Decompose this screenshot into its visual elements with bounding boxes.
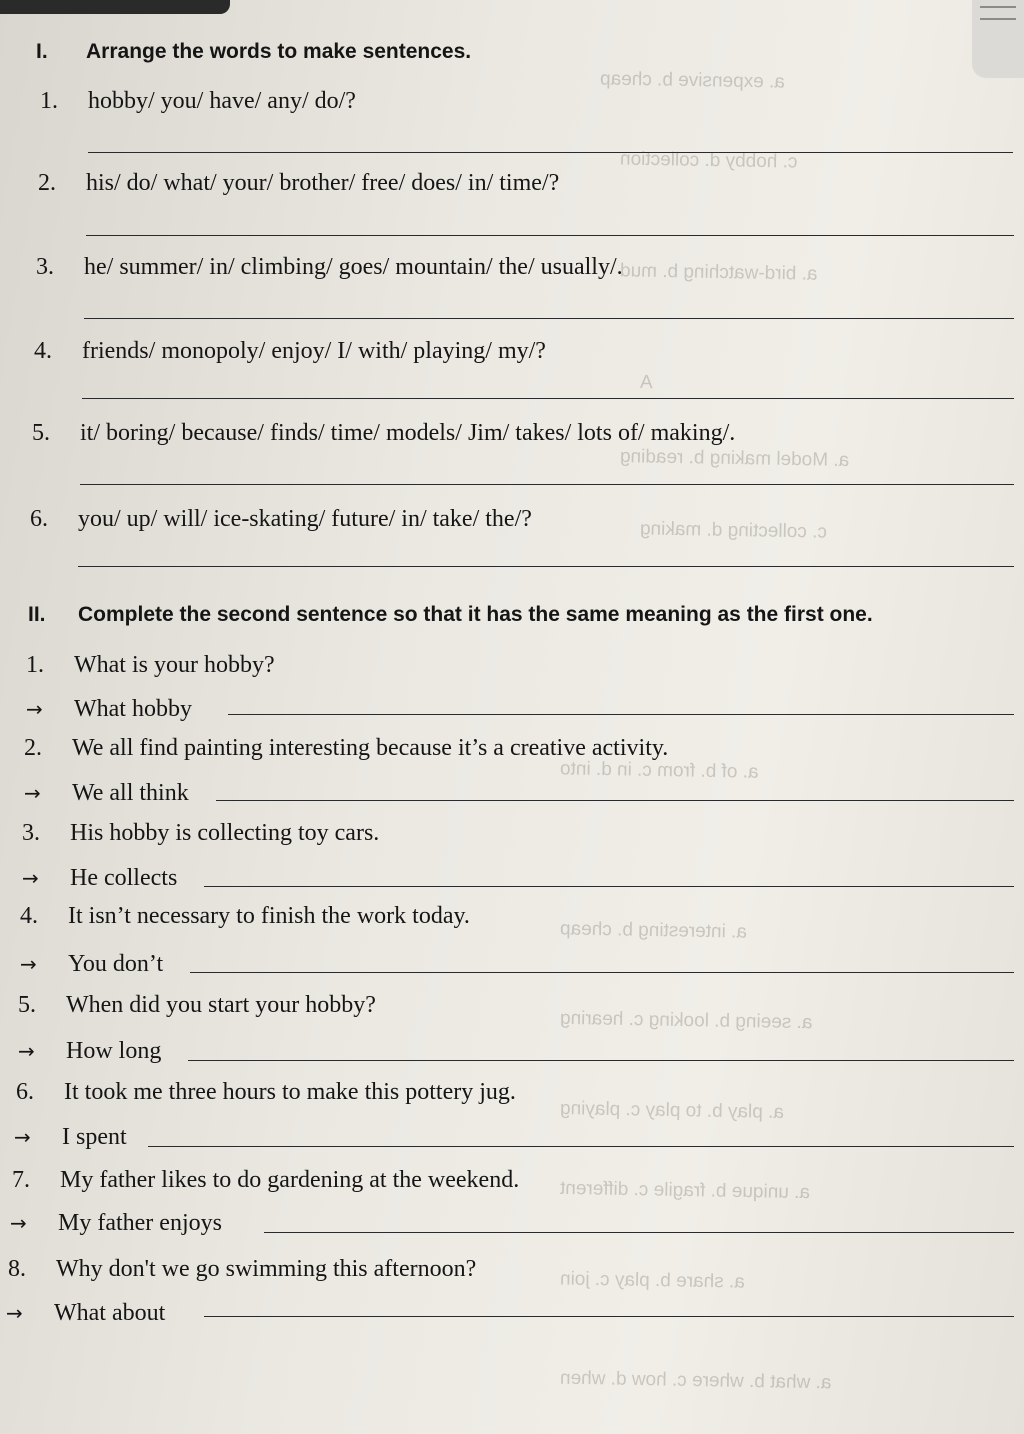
- s2-item-6-sentence: It took me three hours to make this pottery jug.: [64, 1079, 516, 1105]
- s2-prompt-5: [18, 1038, 161, 1065]
- s2-prompt-1-text: What hobby: [74, 696, 192, 722]
- s1-item-4: 4. friends/ monopoly/ enjoy/ I/ with/ playing/ my/?: [34, 338, 546, 364]
- s2-answer-6[interactable]: [148, 1146, 1014, 1147]
- s2-item-5-sentence: When did you start your hobby?: [66, 992, 376, 1018]
- s2-prompt-2: [24, 780, 189, 807]
- s1-item-2: 2. his/ do/ what/ your/ brother/ free/ does/ in/ time/?: [38, 170, 560, 196]
- s2-prompt-4: [20, 951, 163, 978]
- s1-item-3-words: he/ summer/ in/ climbing/ goes/ mountain/ the/ usually/.: [84, 254, 623, 280]
- s1-item-4-words: friends/ monopoly/ enjoy/ I/ with/ playing/ my/?: [82, 338, 546, 364]
- menu-icon[interactable]: [972, 0, 1024, 78]
- s2-prompt-3: [22, 865, 177, 892]
- s2-prompt-6-text: I spent: [62, 1124, 127, 1150]
- s2-item-6: 6. It took me three hours to make this pottery jug.: [16, 1079, 516, 1105]
- s2-item-4-sentence: It isn’t necessary to finish the work today.: [68, 903, 470, 929]
- section-1-number: I.: [36, 40, 48, 63]
- s2-prompt-6: [14, 1124, 127, 1151]
- top-edge-shadow: [0, 0, 230, 14]
- s2-item-7: 7. My father likes to do gardening at the weekend.: [12, 1167, 520, 1193]
- s2-answer-7[interactable]: [264, 1232, 1014, 1233]
- arrow-icon: →: [20, 952, 37, 976]
- s2-item-2: 2. We all find painting interesting because it’s a creative activity.: [24, 735, 669, 761]
- s2-answer-8[interactable]: [204, 1316, 1014, 1317]
- s1-item-6: 6. you/ up/ will/ ice-skating/ future/ in/ take/ the/?: [30, 506, 532, 532]
- s2-item-2-sentence: We all find painting interesting because it’s a creative activity.: [72, 735, 669, 761]
- section-1-heading: [36, 40, 471, 64]
- s2-answer-5[interactable]: [188, 1060, 1014, 1061]
- s2-prompt-4-text: You don’t: [68, 951, 164, 977]
- s1-item-5: 5. it/ boring/ because/ finds/ time/ models/ Jim/ takes/ lots of/ making/.: [32, 420, 736, 446]
- s2-prompt-8: [6, 1300, 165, 1327]
- section-2-heading: [28, 603, 873, 627]
- arrow-icon: →: [26, 697, 43, 721]
- s1-answer-4[interactable]: [82, 398, 1014, 399]
- arrow-icon: →: [6, 1301, 23, 1325]
- s1-answer-6[interactable]: [78, 566, 1014, 567]
- s1-answer-2[interactable]: [86, 235, 1014, 236]
- s1-item-3: 3. he/ summer/ in/ climbing/ goes/ mountain/ the/ usually/.: [36, 254, 623, 280]
- s2-item-3: 3. His hobby is collecting toy cars.: [22, 820, 380, 846]
- section-1-instruction: Arrange the words to make sentences.: [86, 40, 472, 63]
- s2-item-8-sentence: Why don't we go swimming this afternoon?: [56, 1256, 477, 1282]
- s2-answer-3[interactable]: [204, 886, 1014, 887]
- s1-item-1-words: hobby/ you/ have/ any/ do/?: [88, 88, 356, 114]
- s2-item-1: 1. What is your hobby?: [26, 652, 275, 678]
- s1-item-6-words: you/ up/ will/ ice-skating/ future/ in/ take/ the/?: [78, 506, 532, 532]
- s2-prompt-2-text: We all think: [72, 780, 189, 806]
- s1-answer-1[interactable]: [88, 152, 1013, 153]
- s2-answer-4[interactable]: [190, 972, 1014, 973]
- s1-item-5-words: it/ boring/ because/ finds/ time/ models/ Jim/ takes/ lots of/ making/.: [80, 420, 736, 446]
- s2-prompt-7: [10, 1210, 222, 1237]
- arrow-icon: →: [22, 866, 39, 890]
- s1-answer-5[interactable]: [80, 484, 1014, 485]
- s2-answer-2[interactable]: [216, 800, 1014, 801]
- section-2-number: II.: [28, 603, 46, 626]
- arrow-icon: →: [10, 1211, 27, 1235]
- s2-item-5: 5. When did you start your hobby?: [18, 992, 376, 1018]
- s2-prompt-1: [26, 696, 192, 723]
- section-2-instruction: Complete the second sentence so that it has the same meaning as the first one.: [78, 603, 873, 626]
- s2-prompt-5-text: How long: [66, 1038, 162, 1064]
- s2-prompt-8-text: What about: [54, 1300, 166, 1326]
- arrow-icon: →: [24, 781, 41, 805]
- s1-item-2-words: his/ do/ what/ your/ brother/ free/ does/ in/ time/?: [86, 170, 560, 196]
- arrow-icon: →: [18, 1039, 35, 1063]
- s1-answer-3[interactable]: [84, 318, 1014, 319]
- s2-prompt-7-text: My father enjoys: [58, 1210, 222, 1236]
- s2-answer-1[interactable]: [228, 714, 1014, 715]
- s2-item-1-sentence: What is your hobby?: [74, 652, 275, 678]
- s2-prompt-3-text: He collects: [70, 865, 178, 891]
- s2-item-7-sentence: My father likes to do gardening at the weekend.: [60, 1167, 520, 1193]
- arrow-icon: →: [14, 1125, 31, 1149]
- s2-item-8: 8. Why don't we go swimming this afternoon?: [8, 1256, 477, 1282]
- s1-item-1: 1. hobby/ you/ have/ any/ do/?: [40, 88, 356, 114]
- s2-item-3-sentence: His hobby is collecting toy cars.: [70, 820, 380, 846]
- s2-item-4: 4. It isn’t necessary to finish the work today.: [20, 903, 470, 929]
